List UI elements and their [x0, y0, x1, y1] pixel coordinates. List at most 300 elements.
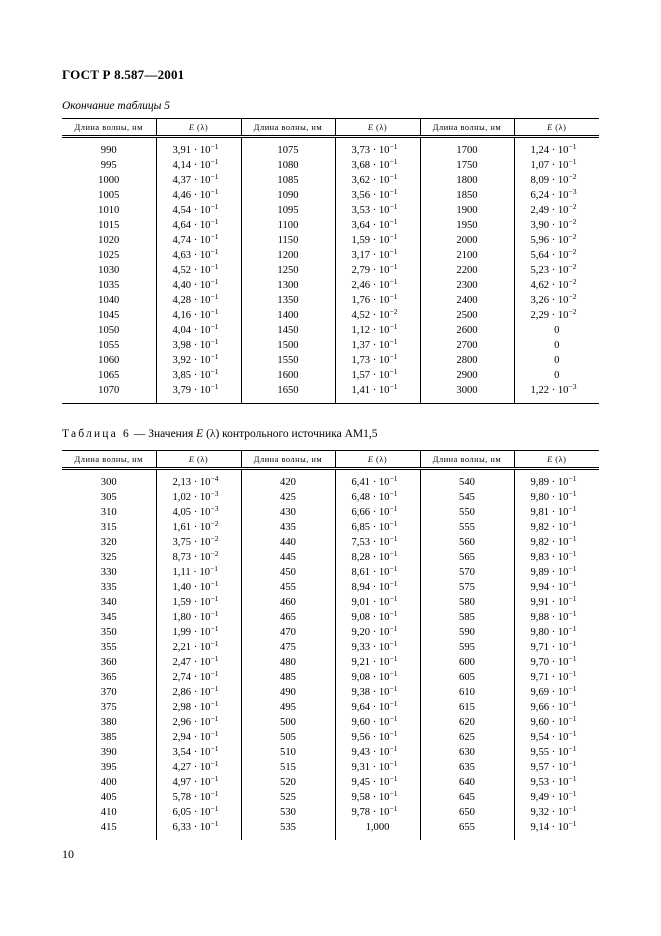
exponent: −2	[210, 534, 219, 543]
wavelength-cell: 2800	[420, 353, 514, 368]
wavelength-cell: 375	[100, 702, 117, 713]
exponent: −1	[389, 699, 398, 708]
wavelength-cell: 400	[100, 777, 117, 788]
irradiance-cell: $1,37 \cdot 10^{-1}$	[335, 338, 420, 353]
exponent: −1	[389, 262, 398, 271]
wavelength-cell: 640	[420, 775, 514, 790]
wavelength-cell: 580	[420, 595, 514, 610]
irradiance-cell: $1,73 \cdot 10^{-1}$	[335, 353, 420, 368]
irradiance-cell: $3,56 \cdot 10^{-1}$	[335, 188, 420, 203]
exponent: −1	[568, 759, 577, 768]
exponent: −1	[210, 819, 219, 828]
exponent: −1	[389, 624, 398, 633]
wavelength-cell: 3000	[420, 383, 514, 398]
irradiance-cell: $4,14 \cdot 10^{-1}$	[156, 158, 241, 173]
table-row	[62, 610, 599, 625]
irradiance-cell: $2,86 \cdot 10^{-1}$	[156, 685, 241, 700]
exponent: −1	[389, 277, 398, 286]
irradiance-cell: $4,52 \cdot 10^{-1}$	[156, 263, 241, 278]
wavelength-cell: 450	[241, 565, 335, 580]
exponent: −1	[389, 549, 398, 558]
wavelength-cell: 570	[420, 565, 514, 580]
irradiance-cell: $9,43 \cdot 10^{-1}$	[335, 745, 420, 760]
exponent: −1	[568, 564, 577, 573]
table5-col-header-5: Длина волны, нм	[420, 119, 514, 137]
irradiance-cell: $6,05 \cdot 10^{-1}$	[156, 805, 241, 820]
table-row	[62, 338, 599, 353]
wavelength-cell: 615	[420, 700, 514, 715]
wavelength-cell: 445	[241, 550, 335, 565]
table-row	[62, 700, 599, 715]
table-row	[62, 790, 599, 805]
table-row	[62, 293, 599, 308]
exponent: −1	[389, 519, 398, 528]
exponent: −1	[568, 819, 577, 828]
irradiance-cell: $9,08 \cdot 10^{-1}$	[335, 610, 420, 625]
wavelength-cell: 635	[420, 760, 514, 775]
table6-col-header-5: Длина волны, нм	[420, 451, 514, 469]
wavelength-cell: 420	[241, 475, 335, 490]
irradiance-cell: 0	[514, 338, 599, 353]
exponent: −1	[568, 504, 577, 513]
wavelength-cell: 1300	[241, 278, 335, 293]
exponent: −1	[568, 549, 577, 558]
exponent: −1	[210, 774, 219, 783]
irradiance-cell: $1,41 \cdot 10^{-1}$	[335, 383, 420, 398]
table6-caption	[62, 428, 378, 440]
exponent: −1	[568, 789, 577, 798]
irradiance-cell: $3,90 \cdot 10^{-2}$	[514, 218, 599, 233]
wavelength-cell: 1750	[420, 158, 514, 173]
wavelength-cell: 1005	[98, 190, 120, 201]
irradiance-cell: $9,21 \cdot 10^{-1}$	[335, 655, 420, 670]
irradiance-cell: $9,89 \cdot 10^{-1}$	[514, 565, 599, 580]
wavelength-cell: 990	[100, 145, 117, 156]
exponent: −1	[389, 639, 398, 648]
table-row	[62, 595, 599, 610]
wavelength-cell: 455	[241, 580, 335, 595]
wavelength-cell: 555	[420, 520, 514, 535]
exponent: −1	[210, 262, 219, 271]
irradiance-cell: $4,16 \cdot 10^{-1}$	[156, 308, 241, 323]
irradiance-cell: 0	[514, 353, 599, 368]
exponent: −2	[210, 549, 219, 558]
irradiance-cell: $1,24 \cdot 10^{-1}$	[514, 143, 599, 158]
wavelength-cell: 415	[100, 822, 117, 833]
e-symbol: E	[188, 122, 195, 132]
table-row	[62, 580, 599, 595]
exponent: −1	[389, 609, 398, 618]
irradiance-cell: $3,73 \cdot 10^{-1}$	[335, 143, 420, 158]
table-row	[62, 805, 599, 820]
wavelength-cell: 625	[420, 730, 514, 745]
exponent: −1	[389, 474, 398, 483]
wavelength-cell: 520	[241, 775, 335, 790]
exponent: −1	[568, 669, 577, 678]
table-row	[62, 475, 599, 490]
irradiance-cell: $2,47 \cdot 10^{-1}$	[156, 655, 241, 670]
irradiance-cell: $4,04 \cdot 10^{-1}$	[156, 323, 241, 338]
e-symbol: E	[188, 454, 195, 464]
table-row	[62, 550, 599, 565]
irradiance-cell: $9,80 \cdot 10^{-1}$	[514, 625, 599, 640]
irradiance-cell: $9,08 \cdot 10^{-1}$	[335, 670, 420, 685]
wavelength-cell: 1350	[241, 293, 335, 308]
irradiance-cell: $9,80 \cdot 10^{-1}$	[514, 490, 599, 505]
exponent: −1	[210, 382, 219, 391]
irradiance-cell: $4,40 \cdot 10^{-1}$	[156, 278, 241, 293]
exponent: −1	[210, 654, 219, 663]
exponent: −1	[389, 729, 398, 738]
page-number: 10	[62, 847, 74, 861]
document-title: ГОСТ Р 8.587—2001	[62, 67, 185, 82]
irradiance-cell: $9,83 \cdot 10^{-1}$	[514, 550, 599, 565]
exponent: −4	[210, 474, 219, 483]
table5-body	[62, 137, 599, 404]
exponent: −1	[568, 699, 577, 708]
exponent: −1	[568, 534, 577, 543]
exponent: −1	[389, 382, 398, 391]
exponent: −2	[568, 202, 577, 211]
exponent: −1	[389, 579, 398, 588]
exponent: −1	[210, 352, 219, 361]
irradiance-cell: $6,48 \cdot 10^{-1}$	[335, 490, 420, 505]
exponent: −1	[210, 609, 219, 618]
wavelength-cell: 1025	[98, 250, 120, 261]
table-row	[62, 520, 599, 535]
wavelength-cell: 2000	[420, 233, 514, 248]
exponent: −3	[568, 187, 577, 196]
table-row	[62, 640, 599, 655]
table6-caption-e-symbol: E	[196, 428, 204, 440]
irradiance-cell: $3,75 \cdot 10^{-2}$	[156, 535, 241, 550]
table-row	[62, 233, 599, 248]
exponent: −3	[210, 489, 219, 498]
exponent: −2	[568, 262, 577, 271]
exponent: −1	[210, 202, 219, 211]
table5-col-header-3: Длина волны, нм	[241, 119, 335, 137]
irradiance-cell: $4,62 \cdot 10^{-2}$	[514, 278, 599, 293]
wavelength-cell: 380	[100, 717, 117, 728]
exponent: −1	[210, 789, 219, 798]
table6-col-header-2: E (λ)	[156, 451, 241, 469]
wavelength-cell: 545	[420, 490, 514, 505]
wavelength-cell: 325	[100, 552, 117, 563]
irradiance-cell: $9,14 \cdot 10^{-1}$	[514, 820, 599, 835]
irradiance-cell: $9,70 \cdot 10^{-1}$	[514, 655, 599, 670]
exponent: −1	[210, 624, 219, 633]
wavelength-cell: 305	[100, 492, 117, 503]
wavelength-cell: 385	[100, 732, 117, 743]
exponent: −1	[210, 744, 219, 753]
irradiance-cell: $6,85 \cdot 10^{-1}$	[335, 520, 420, 535]
exponent: −1	[389, 534, 398, 543]
exponent: −1	[389, 337, 398, 346]
wavelength-cell: 1850	[420, 188, 514, 203]
irradiance-cell: $6,41 \cdot 10^{-1}$	[335, 475, 420, 490]
table-row	[62, 218, 599, 233]
exponent: −1	[210, 217, 219, 226]
irradiance-cell: $3,98 \cdot 10^{-1}$	[156, 338, 241, 353]
irradiance-cell: $9,82 \cdot 10^{-1}$	[514, 535, 599, 550]
wavelength-cell: 650	[420, 805, 514, 820]
exponent: −1	[210, 579, 219, 588]
wavelength-cell: 1090	[241, 188, 335, 203]
exponent: −1	[210, 172, 219, 181]
wavelength-cell: 370	[100, 687, 117, 698]
irradiance-cell: $8,28 \cdot 10^{-1}$	[335, 550, 420, 565]
irradiance-cell: $4,37 \cdot 10^{-1}$	[156, 173, 241, 188]
irradiance-cell: $9,32 \cdot 10^{-1}$	[514, 805, 599, 820]
irradiance-cell: $9,45 \cdot 10^{-1}$	[335, 775, 420, 790]
irradiance-cell: $3,85 \cdot 10^{-1}$	[156, 368, 241, 383]
irradiance-cell: $5,78 \cdot 10^{-1}$	[156, 790, 241, 805]
irradiance-cell: $3,53 \cdot 10^{-1}$	[335, 203, 420, 218]
table-row	[62, 535, 599, 550]
table5	[62, 118, 599, 404]
table-row	[62, 248, 599, 263]
exponent: −1	[389, 489, 398, 498]
irradiance-cell: $4,46 \cdot 10^{-1}$	[156, 188, 241, 203]
irradiance-cell: $3,54 \cdot 10^{-1}$	[156, 745, 241, 760]
exponent: −1	[568, 474, 577, 483]
table5-caption: Окончание таблицы 5	[62, 100, 170, 112]
irradiance-cell: $1,07 \cdot 10^{-1}$	[514, 158, 599, 173]
exponent: −1	[568, 774, 577, 783]
irradiance-cell: $4,54 \cdot 10^{-1}$	[156, 203, 241, 218]
exponent: −1	[389, 744, 398, 753]
wavelength-cell: 995	[100, 160, 117, 171]
e-symbol: E	[367, 454, 374, 464]
exponent: −3	[568, 382, 577, 391]
irradiance-cell: $1,99 \cdot 10^{-1}$	[156, 625, 241, 640]
irradiance-cell: $8,09 \cdot 10^{-2}$	[514, 173, 599, 188]
wavelength-cell: 350	[100, 627, 117, 638]
wavelength-cell: 330	[100, 567, 117, 578]
wavelength-cell: 430	[241, 505, 335, 520]
exponent: −1	[389, 172, 398, 181]
wavelength-cell: 1070	[98, 385, 120, 396]
table-row	[62, 188, 599, 203]
wavelength-cell: 510	[241, 745, 335, 760]
table-row	[62, 368, 599, 383]
irradiance-cell: $9,60 \cdot 10^{-1}$	[514, 715, 599, 730]
wavelength-cell: 470	[241, 625, 335, 640]
wavelength-cell: 565	[420, 550, 514, 565]
irradiance-cell: $1,59 \cdot 10^{-1}$	[156, 595, 241, 610]
wavelength-cell: 360	[100, 657, 117, 668]
wavelength-cell: 395	[100, 762, 117, 773]
exponent: −2	[568, 307, 577, 316]
irradiance-cell: $1,61 \cdot 10^{-2}$	[156, 520, 241, 535]
table5-col-header-6: E (λ)	[514, 119, 599, 137]
exponent: −1	[568, 684, 577, 693]
wavelength-cell: 1065	[98, 370, 120, 381]
exponent: −1	[210, 367, 219, 376]
irradiance-cell: $8,73 \cdot 10^{-2}$	[156, 550, 241, 565]
wavelength-cell: 365	[100, 672, 117, 683]
exponent: −1	[389, 684, 398, 693]
exponent: −1	[389, 142, 398, 151]
exponent: −1	[210, 277, 219, 286]
irradiance-cell: $8,61 \cdot 10^{-1}$	[335, 565, 420, 580]
wavelength-cell: 2600	[420, 323, 514, 338]
exponent: −1	[389, 232, 398, 241]
wavelength-cell: 500	[241, 715, 335, 730]
wavelength-cell: 575	[420, 580, 514, 595]
irradiance-cell: $2,74 \cdot 10^{-1}$	[156, 670, 241, 685]
irradiance-cell: $3,68 \cdot 10^{-1}$	[335, 158, 420, 173]
wavelength-cell: 410	[100, 807, 117, 818]
exponent: −2	[568, 217, 577, 226]
wavelength-cell: 340	[100, 597, 117, 608]
wavelength-cell: 525	[241, 790, 335, 805]
exponent: −1	[389, 367, 398, 376]
table-row	[62, 625, 599, 640]
irradiance-cell: $9,38 \cdot 10^{-1}$	[335, 685, 420, 700]
table6-col-header-4: E (λ)	[335, 451, 420, 469]
table5-col-header-2: E (λ)	[156, 119, 241, 137]
exponent: −1	[389, 187, 398, 196]
irradiance-cell: $4,27 \cdot 10^{-1}$	[156, 760, 241, 775]
irradiance-cell: 0	[514, 323, 599, 338]
exponent: −1	[389, 352, 398, 361]
exponent: −1	[568, 744, 577, 753]
table6-body	[62, 469, 599, 841]
irradiance-cell: $4,52 \cdot 10^{-2}$	[335, 308, 420, 323]
irradiance-cell: $4,64 \cdot 10^{-1}$	[156, 218, 241, 233]
wavelength-cell: 1015	[98, 220, 120, 231]
irradiance-cell: $9,91 \cdot 10^{-1}$	[514, 595, 599, 610]
irradiance-cell: $1,12 \cdot 10^{-1}$	[335, 323, 420, 338]
irradiance-cell: $9,33 \cdot 10^{-1}$	[335, 640, 420, 655]
wavelength-cell: 1950	[420, 218, 514, 233]
irradiance-cell: $2,29 \cdot 10^{-2}$	[514, 308, 599, 323]
wavelength-cell: 1055	[98, 340, 120, 351]
wavelength-cell: 475	[241, 640, 335, 655]
irradiance-cell: $1,40 \cdot 10^{-1}$	[156, 580, 241, 595]
irradiance-cell: $9,31 \cdot 10^{-1}$	[335, 760, 420, 775]
irradiance-cell: $2,98 \cdot 10^{-1}$	[156, 700, 241, 715]
table-row	[62, 505, 599, 520]
table5-col-header-1: Длина волны, нм	[62, 119, 156, 137]
exponent: −1	[210, 322, 219, 331]
wavelength-cell: 390	[100, 747, 117, 758]
exponent: −2	[568, 247, 577, 256]
exponent: −1	[389, 217, 398, 226]
table-row	[62, 655, 599, 670]
table-row	[62, 308, 599, 323]
irradiance-cell: $3,62 \cdot 10^{-1}$	[335, 173, 420, 188]
wavelength-cell: 1030	[98, 265, 120, 276]
wavelength-cell: 1010	[98, 205, 120, 216]
table-row	[62, 775, 599, 790]
wavelength-cell: 1035	[98, 280, 120, 291]
irradiance-cell: $9,78 \cdot 10^{-1}$	[335, 805, 420, 820]
wavelength-cell: 1200	[241, 248, 335, 263]
exponent: −1	[389, 247, 398, 256]
table-row	[62, 158, 599, 173]
exponent: −1	[568, 654, 577, 663]
exponent: −1	[210, 594, 219, 603]
wavelength-cell: 550	[420, 505, 514, 520]
wavelength-cell: 595	[420, 640, 514, 655]
wavelength-cell: 335	[100, 582, 117, 593]
wavelength-cell: 2900	[420, 368, 514, 383]
irradiance-cell: $5,23 \cdot 10^{-2}$	[514, 263, 599, 278]
irradiance-cell: 1,000	[335, 820, 420, 835]
irradiance-cell: $3,64 \cdot 10^{-1}$	[335, 218, 420, 233]
e-symbol: E	[367, 122, 374, 132]
wavelength-cell: 480	[241, 655, 335, 670]
exponent: −2	[568, 292, 577, 301]
exponent: −3	[210, 504, 219, 513]
wavelength-cell: 1075	[241, 143, 335, 158]
wavelength-cell: 2500	[420, 308, 514, 323]
wavelength-cell: 560	[420, 535, 514, 550]
exponent: −1	[568, 489, 577, 498]
exponent: −1	[210, 759, 219, 768]
exponent: −1	[210, 804, 219, 813]
e-symbol: E	[547, 454, 553, 464]
wavelength-cell: 515	[241, 760, 335, 775]
irradiance-cell: $9,57 \cdot 10^{-1}$	[514, 760, 599, 775]
table-row	[62, 173, 599, 188]
wavelength-cell: 2200	[420, 263, 514, 278]
wavelength-cell: 620	[420, 715, 514, 730]
irradiance-cell: $2,79 \cdot 10^{-1}$	[335, 263, 420, 278]
wavelength-cell: 460	[241, 595, 335, 610]
irradiance-cell: $8,94 \cdot 10^{-1}$	[335, 580, 420, 595]
exponent: −1	[389, 322, 398, 331]
irradiance-cell: $1,11 \cdot 10^{-1}$	[156, 565, 241, 580]
exponent: −2	[389, 307, 398, 316]
exponent: −1	[389, 714, 398, 723]
exponent: −1	[210, 669, 219, 678]
table-row	[62, 383, 599, 398]
table-row	[62, 685, 599, 700]
exponent: −2	[568, 232, 577, 241]
irradiance-cell: $9,54 \cdot 10^{-1}$	[514, 730, 599, 745]
exponent: −1	[568, 594, 577, 603]
exponent: −1	[568, 639, 577, 648]
irradiance-cell: $1,80 \cdot 10^{-1}$	[156, 610, 241, 625]
wavelength-cell: 425	[241, 490, 335, 505]
exponent: −1	[568, 519, 577, 528]
exponent: −1	[568, 729, 577, 738]
irradiance-cell: $1,57 \cdot 10^{-1}$	[335, 368, 420, 383]
table-row	[62, 670, 599, 685]
exponent: −1	[210, 684, 219, 693]
wavelength-cell: 1095	[241, 203, 335, 218]
wavelength-cell: 2300	[420, 278, 514, 293]
irradiance-cell: $3,26 \cdot 10^{-2}$	[514, 293, 599, 308]
wavelength-cell: 465	[241, 610, 335, 625]
irradiance-cell: $9,66 \cdot 10^{-1}$	[514, 700, 599, 715]
wavelength-cell: 1050	[98, 325, 120, 336]
wavelength-cell: 1060	[98, 355, 120, 366]
irradiance-cell: $1,02 \cdot 10^{-3}$	[156, 490, 241, 505]
wavelength-cell: 605	[420, 670, 514, 685]
table-row	[62, 745, 599, 760]
wavelength-cell: 315	[100, 522, 117, 533]
table6-caption-label: Таблица 6	[62, 428, 131, 440]
exponent: −1	[389, 669, 398, 678]
irradiance-cell: $5,96 \cdot 10^{-2}$	[514, 233, 599, 248]
wavelength-cell: 1600	[241, 368, 335, 383]
table-row	[62, 730, 599, 745]
table-row	[62, 203, 599, 218]
